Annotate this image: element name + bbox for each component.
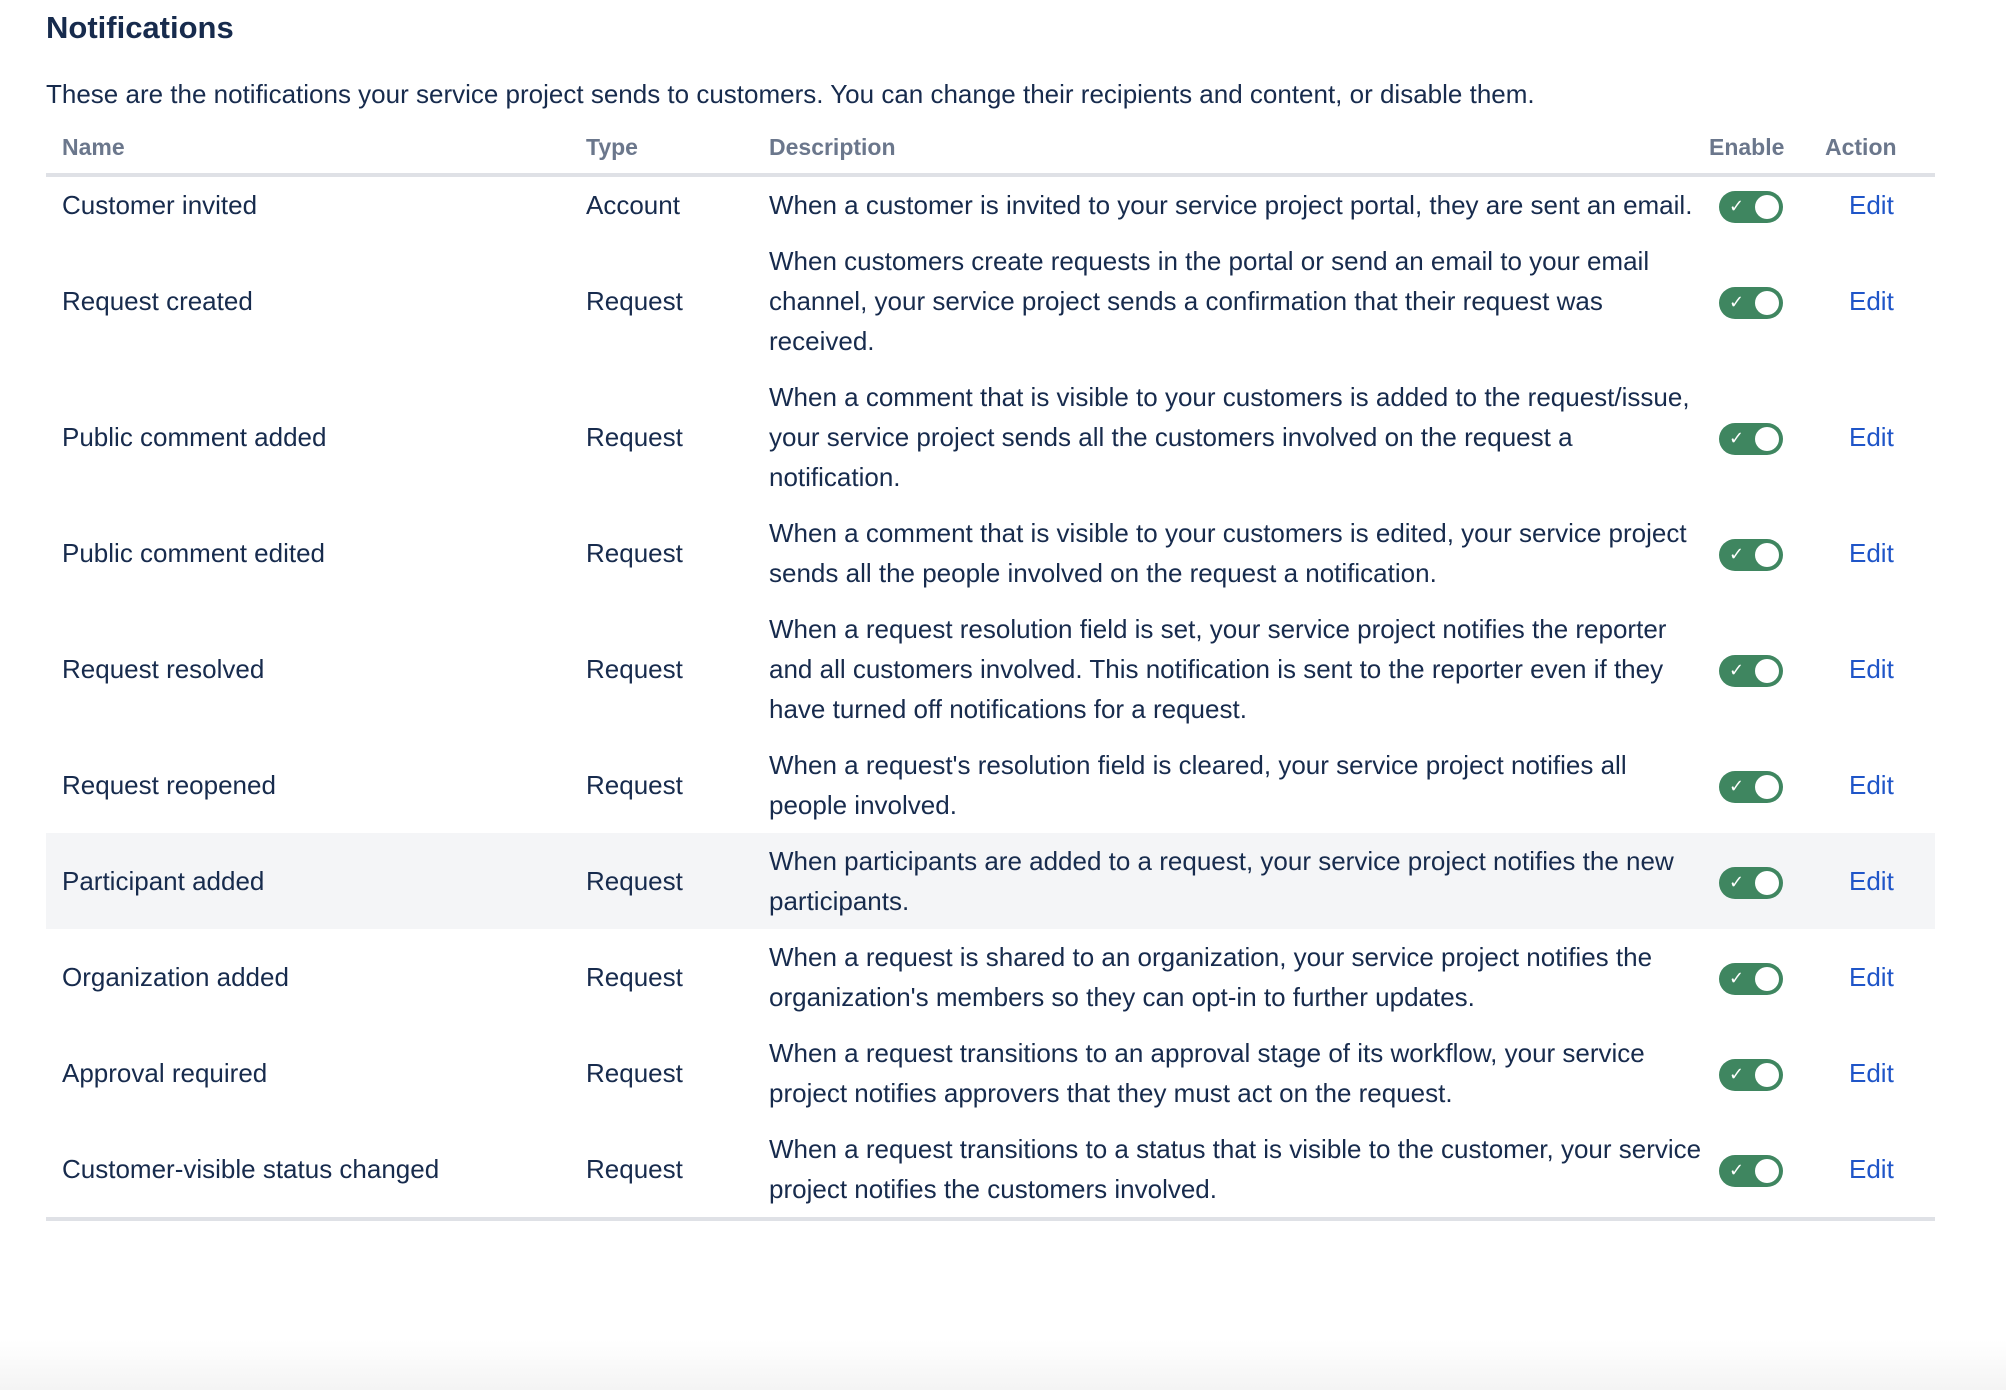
notification-name: Customer-visible status changed [46,1121,586,1219]
notification-description: When a request resolution field is set, your service project notifies the reporter and all customers involved. This notification is sent to the reporter even if they have turned off notifications for a request. [769,614,1667,724]
edit-link[interactable]: Edit [1849,1154,1894,1184]
notification-description: When a request is shared to an organization, your service project notifies the organization's members so they can opt-in to further updates. [769,942,1653,1012]
table-row [46,175,1935,233]
checkmark-icon: ✓ [1729,660,1745,682]
notification-name: Request created [62,286,253,316]
notification-description: When a customer is invited to your service project portal, they are sent an email. [769,190,1693,220]
table-row [46,601,1935,737]
edit-link[interactable]: Edit [1849,422,1894,452]
enable-cell [1709,1025,1825,1121]
enable-cell [1709,233,1825,369]
table-row [46,369,1935,505]
toggle-knob [1755,775,1779,799]
toggle-knob [1755,291,1779,315]
edit-link[interactable]: Edit [1849,1058,1894,1088]
edit-link[interactable]: Edit [1849,866,1894,896]
notification-type: Request [586,422,683,452]
edit-link[interactable]: Edit [1849,770,1894,800]
table-row [46,929,1935,1025]
checkmark-icon: ✓ [1729,544,1745,566]
enable-cell [1709,1121,1825,1219]
enable-toggle[interactable] [1719,1155,1783,1187]
notification-description: When participants are added to a request, your service project notifies the new participants. [769,833,1709,929]
notification-description: When customers create requests in the portal or send an email to your email channel, your service project sends a confirmation that their request was received. [769,246,1650,356]
enable-toggle[interactable] [1719,423,1783,455]
column-header-type[interactable]: Type [586,134,769,175]
enable-toggle[interactable] [1719,963,1783,995]
enable-cell [1709,369,1825,505]
table-row [46,233,1935,369]
enable-toggle[interactable] [1719,287,1783,319]
notification-name: Approval required [62,1058,268,1088]
enable-cell [1709,929,1825,1025]
edit-link[interactable]: Edit [1849,190,1894,220]
toggle-knob [1755,543,1779,567]
enable-toggle[interactable] [1719,867,1783,899]
toggle-knob [1755,1063,1779,1087]
notification-name: Public comment edited [62,538,326,568]
notification-name: Customer invited [62,190,258,220]
notification-type: Request [586,770,683,800]
toggle-knob [1755,427,1779,451]
edit-link[interactable]: Edit [1849,538,1894,568]
notification-name: Participant added [46,833,586,929]
checkmark-icon: ✓ [1729,1160,1745,1182]
toggle-knob [1755,1159,1779,1183]
action-cell [1825,929,1935,1025]
table-row [46,1025,1935,1121]
notification-name: Public comment added [62,422,327,452]
enable-cell [1709,833,1825,929]
checkmark-icon: ✓ [1729,428,1745,450]
action-cell [1825,175,1935,233]
enable-toggle[interactable] [1719,191,1783,223]
action-cell [1825,601,1935,737]
notification-name: Request reopened [62,770,276,800]
enable-toggle[interactable] [1719,1059,1783,1091]
checkmark-icon: ✓ [1729,776,1745,798]
action-cell [1825,833,1935,929]
page-description: These are the notifications your service project sends to customers. You can change their recipients and content, or disable them. [46,79,1535,109]
table-row [46,833,1935,929]
checkmark-icon: ✓ [1729,968,1745,990]
enable-cell [1709,505,1825,601]
notification-type: Request [586,833,769,929]
toggle-knob [1755,659,1779,683]
column-header-description: Description [769,134,1709,175]
column-header-action: Action [1825,134,1935,175]
notification-type: Request [586,286,683,316]
notification-description: When a comment that is visible to your customers is added to the request/issue, your service project sends all the customers involved on the request a notification. [769,382,1690,492]
table-row [46,737,1935,833]
edit-link[interactable]: Edit [1849,286,1894,316]
action-cell [1825,737,1935,833]
action-cell [1825,1121,1935,1219]
notifications-table [46,134,1935,1221]
notification-type: Request [586,1058,683,1088]
notification-type: Request [586,962,683,992]
checkmark-icon: ✓ [1729,872,1745,894]
table-row [46,505,1935,601]
notification-name: Request resolved [62,654,265,684]
enable-cell [1709,601,1825,737]
column-header-enable: Enable [1709,134,1825,175]
notification-description: When a comment that is visible to your customers is edited, your service project sends all the people involved on the request a notification. [769,518,1687,588]
notification-type: Request [586,654,683,684]
edit-link[interactable]: Edit [1849,962,1894,992]
action-cell [1825,1025,1935,1121]
action-cell [1825,505,1935,601]
enable-cell [1709,175,1825,233]
checkmark-icon: ✓ [1729,292,1745,314]
notification-type: Account [586,190,680,220]
enable-toggle[interactable] [1719,539,1783,571]
table-header [46,134,1935,175]
toggle-knob [1755,195,1779,219]
enable-toggle[interactable] [1719,655,1783,687]
page-title: Notifications [46,10,234,45]
notification-type: Request [586,1121,769,1219]
action-cell [1825,369,1935,505]
notification-description: When a request's resolution field is cleared, your service project notifies all people involved. [769,750,1627,820]
toggle-knob [1755,871,1779,895]
edit-link[interactable]: Edit [1849,654,1894,684]
table-row [46,1121,1935,1219]
action-cell [1825,233,1935,369]
enable-cell [1709,737,1825,833]
notification-description: When a request transitions to a status that is visible to the customer, your service project notifies the customers involved. [769,1121,1709,1219]
toggle-knob [1755,967,1779,991]
notification-type: Request [586,538,683,568]
column-header-name[interactable]: Name [46,134,586,175]
notification-description: When a request transitions to an approval stage of its workflow, your service project notifies approvers that they must act on the request. [769,1038,1645,1108]
checkmark-icon: ✓ [1729,196,1745,218]
checkmark-icon: ✓ [1729,1064,1745,1086]
enable-toggle[interactable] [1719,771,1783,803]
notification-name: Organization added [62,962,289,992]
